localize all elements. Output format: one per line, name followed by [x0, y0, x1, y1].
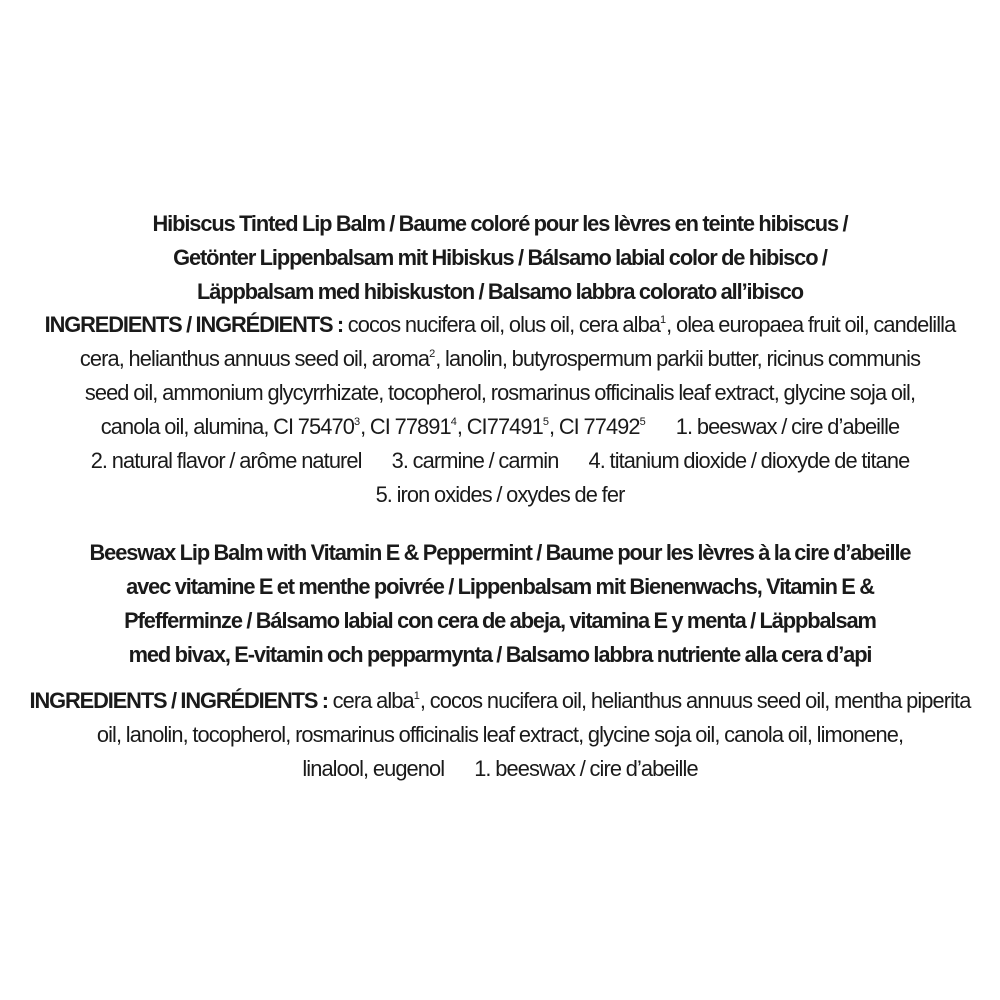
title-line: avec vitamine E et menthe poivrée / Lippenbalsam mit Bienenwachs, Vitamin E & [126, 574, 874, 599]
title-line: med bivax, E-vitamin och pepparmynta / Balsamo labbra nutriente alla cera d’api [128, 642, 872, 667]
ingredients-text: , CI77491 [456, 414, 543, 439]
ingredients-line [0, 752, 1000, 786]
title-line: Hibiscus Tinted Lip Balm / Baume coloré pour les lèvres en teinte hibiscus / [152, 211, 848, 236]
footnote-marker: 1 [413, 690, 420, 702]
footnote-marker: 3 [353, 416, 361, 428]
ingredients-text: , olea europaea fruit oil, candelilla [666, 312, 956, 337]
ingredients-line [0, 684, 1000, 718]
footnote-marker: 5 [542, 416, 549, 428]
ingredients-line [0, 342, 1000, 376]
footnote-marker: 5 [639, 416, 646, 428]
ingredients-text: , CI 77891 [360, 414, 451, 439]
ingredients-label: INGREDIENTS / INGRÉDIENTS : [29, 688, 328, 713]
ingredients-label: INGREDIENTS / INGRÉDIENTS : [44, 312, 344, 337]
ingredients-text: cocos nucifera oil, olus oil, cera alba [343, 312, 661, 337]
footnote-beeswax: 1. beeswax / cire d’abeille [474, 756, 698, 781]
ingredients-text: , lanolin, butyrospermum parkii butter, ricinus communis [435, 346, 921, 371]
footnote-marker: 2 [429, 348, 436, 360]
ingredients-text: , cocos nucifera oil, helianthus annuus seed oil, mentha piperita [419, 688, 971, 713]
footnote-marker: 4 [450, 416, 457, 428]
hibiscus-product-title [0, 207, 1000, 309]
footnote-natural-flavor: 2. natural flavor / arôme naturel [90, 448, 362, 473]
hibiscus-ingredients [0, 308, 1000, 512]
ingredients-text: cera alba [327, 688, 414, 713]
title-line: Getönter Lippenbalsam mit Hibiskus / Bálsamo labial color de hibisco / [173, 245, 827, 270]
footnote-carmine: 3. carmine / carmin [391, 448, 559, 473]
ingredients-text: , CI 77492 [549, 414, 640, 439]
title-line: Läppbalsam med hibiskuston / Balsamo labbra colorato all’ibisco [197, 279, 803, 304]
footnote-titanium-dioxide: 4. titanium dioxide / dioxyde de titane [588, 448, 910, 473]
footnote-beeswax: 1. beeswax / cire d’abeille [675, 414, 900, 439]
beeswax-ingredients [0, 684, 1000, 786]
title-line: Pfefferminze / Bálsamo labial con cera de abeja, vitamina E y menta / Läppbalsam [124, 608, 876, 633]
beeswax-product-title [0, 536, 1000, 672]
ingredients-line [0, 410, 1000, 444]
footnotes-line [0, 444, 1000, 478]
ingredients-text: cera, helianthus annuus seed oil, aroma [79, 346, 430, 371]
ingredients-line: seed oil, ammonium glycyrrhizate, tocopherol, rosmarinus officinalis leaf extract, glycine soja oil, [84, 380, 916, 405]
ingredients-text: canola oil, alumina, CI 75470 [100, 414, 354, 439]
footnote-marker: 1 [660, 314, 667, 326]
footnote-iron-oxides: 5. iron oxides / oxydes de fer [375, 482, 625, 507]
ingredients-text: linalool, eugenol [302, 756, 445, 781]
ingredients-line: oil, lanolin, tocopherol, rosmarinus officinalis leaf extract, glycine soja oil, canola oil, limonene, [96, 722, 904, 747]
title-line: Beeswax Lip Balm with Vitamin E & Peppermint / Baume pour les lèvres à la cire d’abeille [89, 540, 911, 565]
ingredients-line [0, 308, 1000, 342]
